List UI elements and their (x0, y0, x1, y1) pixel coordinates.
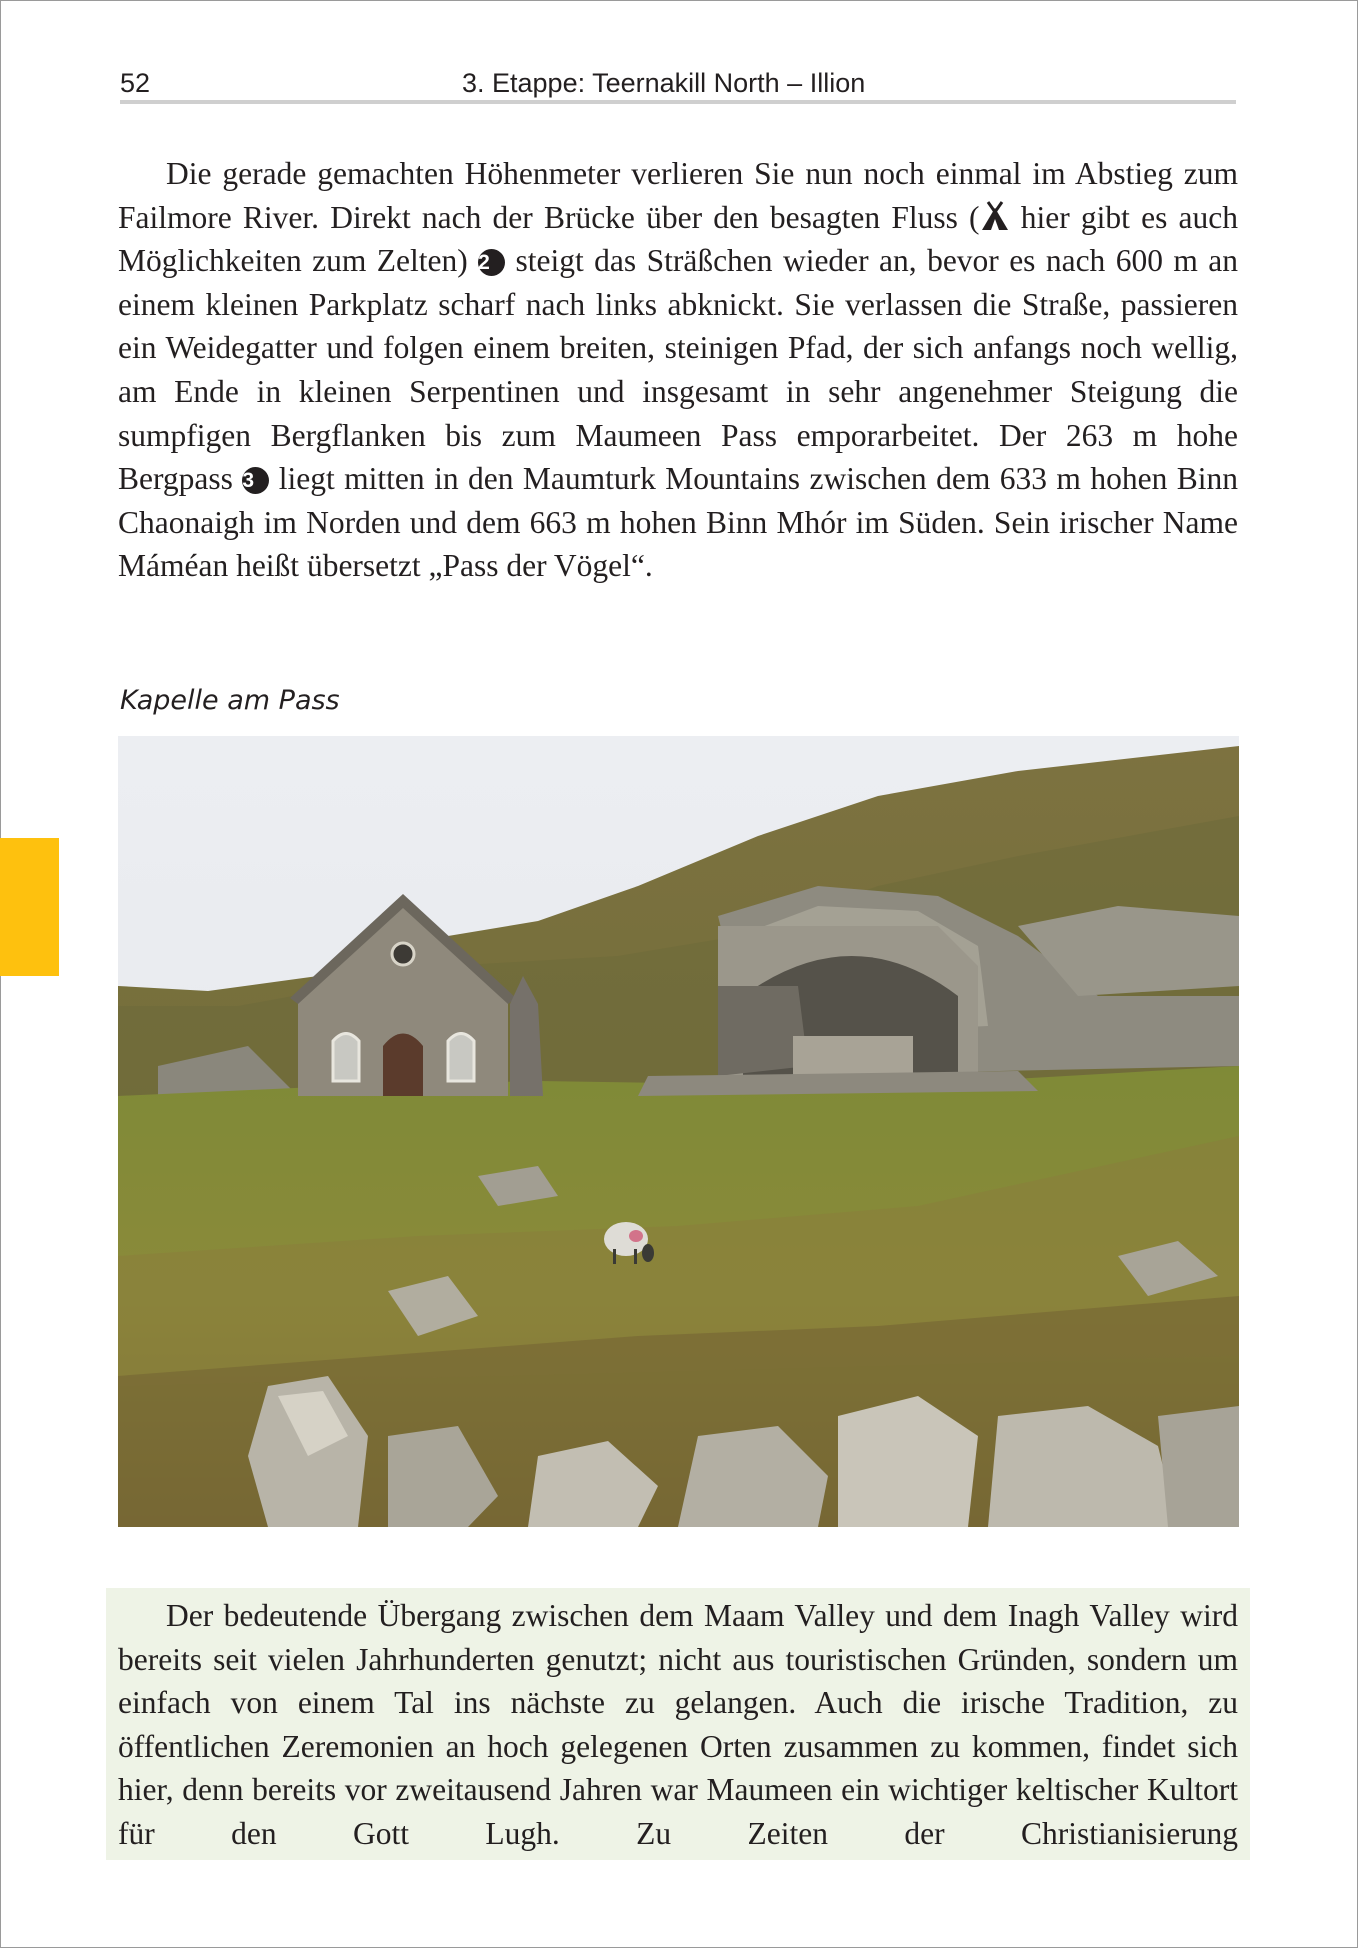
waypoint-badge-2: 2 (478, 249, 505, 276)
header-rule (120, 100, 1236, 104)
paragraph: Der bedeutende Übergang zwischen dem Maam Valley und dem Inagh Valley wird bereits seit vielen Jahrhunderten genutzt; nicht aus touristischen Gründen, sondern um einfach von einem Tal ins nächste zu gelangen. Auch die irische Tradition, zu öffentlichen Zeremonien an hoch gelegenen Orten zusammen zu kommen, findet sich hier, denn bereits vor zweitausend Jahren war Maumeen ein wichtiger keltischer Kultort für den Gott Lugh. Zu Zeiten der Christianisierung (118, 1598, 1238, 1851)
paragraph (118, 152, 1238, 588)
text-run: Die gerade gemachten Höhenmeter verlieren Sie nun noch einmal im Abstieg zum Failmore River. Direkt nach der Brücke über den besagten Fluss ( (118, 156, 1238, 235)
body-paragraph-route (118, 152, 1238, 588)
chapel-photo (118, 736, 1239, 1527)
info-box-text (118, 1594, 1238, 1856)
chapter-tab-marker (0, 838, 59, 976)
waypoint-badge-3: 3 (242, 467, 269, 494)
photo-caption: Kapelle am Pass (120, 685, 340, 716)
running-title: 3. Etappe: Teernakill North – Illion (462, 68, 866, 98)
text-run: steigt das Sträßchen wieder an, bevor es nach 600 m an einem kleinen Parkplatz scharf nach links abknickt. Sie verlassen die Straße, passieren ein Weidegatter und folgen einem breiten, steinigen Pfad, der sich anfangs noch wellig, am Ende in kleinen Serpentinen und insgesamt in sehr angenehmer Steigung die sumpfigen Bergflanken bis zum Maumeen Pass emporarbeitet. Der 263 m hohe Bergpass (118, 243, 1239, 497)
page-number: 52 (120, 68, 151, 98)
tent-icon (980, 201, 1010, 231)
text-run: liegt mitten in den Maumturk Mountains zwischen dem 633 m hohen Binn Chaonaigh im Norden und dem 663 m hohen Binn Mhór im Süden. Sein irischer Name Máméan heißt übersetzt „Pass der Vögel“. (118, 461, 1238, 584)
text-run: hier gibt es auch Möglichkeiten zum Zelten) (118, 199, 1238, 279)
